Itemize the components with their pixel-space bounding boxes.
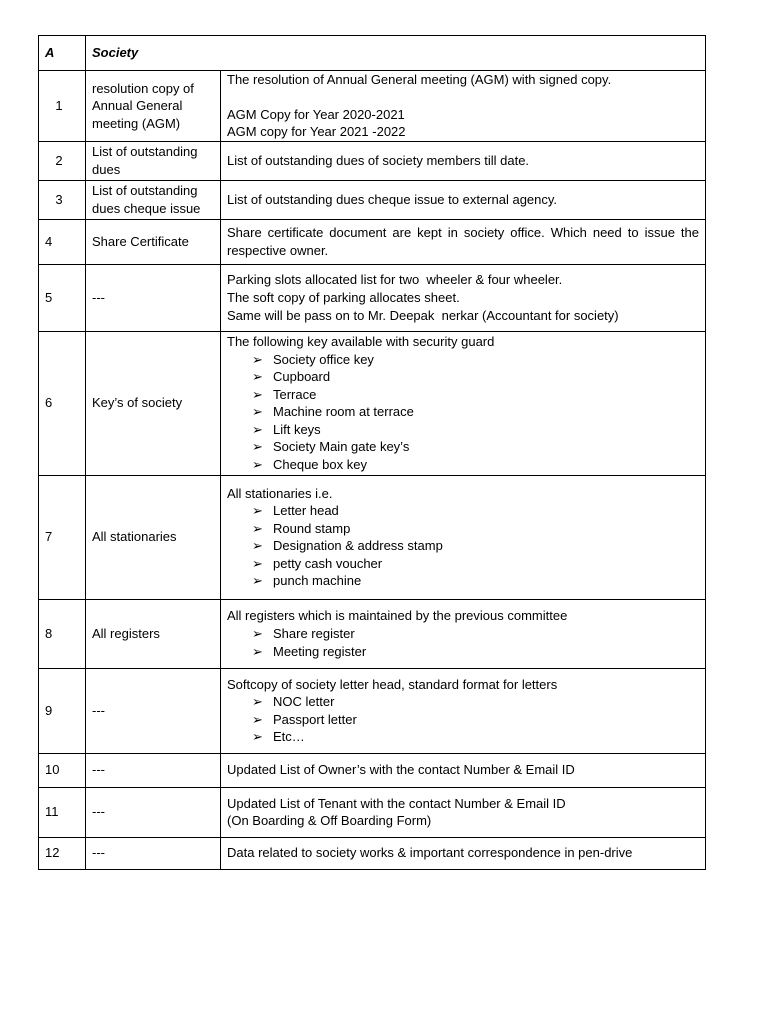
row-description: Share certificate document are kept in society office. Which need to issue the respective owner.	[221, 219, 706, 264]
list-item	[252, 520, 699, 538]
row-number: 1	[39, 71, 86, 142]
arrow-bullet-icon: ➢	[252, 573, 263, 589]
table-header-row	[39, 36, 706, 71]
table-row	[39, 264, 706, 331]
description-line: Parking slots allocated list for two wheeler & four wheeler.	[227, 272, 563, 288]
arrow-bullet-icon: ➢	[252, 503, 263, 519]
list-item	[252, 403, 699, 421]
list-item	[252, 537, 699, 555]
row-number: 9	[39, 668, 86, 753]
list-item-text: Lift keys	[273, 421, 321, 437]
row-description: List of outstanding dues cheque issue to external agency.	[221, 180, 706, 219]
table-row	[39, 180, 706, 219]
table-row	[39, 837, 706, 869]
list-item-text: Passport letter	[273, 711, 357, 727]
arrow-bullet-icon: ➢	[252, 421, 263, 437]
arrow-bullet-icon: ➢	[252, 404, 263, 420]
description-intro: Softcopy of society letter head, standard format for letters	[227, 676, 558, 692]
description-line: AGM copy for Year 2021 -2022	[227, 124, 406, 140]
row-number: 10	[39, 753, 86, 787]
list-item-text: petty cash voucher	[273, 555, 383, 571]
description-line: The resolution of Annual General meeting (AGM) with signed copy.	[227, 72, 612, 87]
bullet-list	[227, 351, 699, 474]
table-row	[39, 331, 706, 475]
description-intro: All stationaries i.e.	[227, 485, 333, 501]
row-item: ---	[86, 753, 221, 787]
row-description	[221, 787, 706, 837]
row-description: List of outstanding dues of society members till date.	[221, 141, 706, 180]
row-item: List of outstanding dues cheque issue	[86, 180, 221, 219]
list-item-text: NOC letter	[273, 694, 335, 710]
description-line: AGM Copy for Year 2020-2021	[227, 106, 405, 122]
table-row	[39, 219, 706, 264]
row-number: 12	[39, 837, 86, 869]
row-number: 3	[39, 180, 86, 219]
list-item-text: Round stamp	[273, 520, 351, 536]
list-item	[252, 351, 699, 369]
description-line: Updated List of Tenant with the contact Number & Email ID	[227, 795, 566, 811]
arrow-bullet-icon: ➢	[252, 625, 263, 641]
list-item-text: Machine room at terrace	[273, 404, 414, 420]
list-item-text: Letter head	[273, 503, 339, 519]
description-intro: The following key available with security guard	[227, 333, 495, 349]
list-item	[252, 625, 699, 643]
description-line: Same will be pass on to Mr. Deepak nerkar (Accountant for society)	[227, 307, 619, 323]
arrow-bullet-icon: ➢	[252, 711, 263, 727]
row-number: 7	[39, 475, 86, 599]
row-item: All registers	[86, 599, 221, 668]
row-item: List of outstanding dues	[86, 141, 221, 180]
row-description	[221, 599, 706, 668]
list-item	[252, 502, 699, 520]
arrow-bullet-icon: ➢	[252, 538, 263, 554]
list-item	[252, 711, 699, 729]
table-row	[39, 787, 706, 837]
row-item: Share Certificate	[86, 219, 221, 264]
row-description	[221, 475, 706, 599]
list-item-text: Cheque box key	[273, 457, 367, 473]
arrow-bullet-icon: ➢	[252, 386, 263, 402]
row-description	[221, 71, 706, 142]
row-item: All stationaries	[86, 475, 221, 599]
list-item	[252, 555, 699, 573]
list-item-text: punch machine	[273, 573, 362, 589]
table-row	[39, 475, 706, 599]
description-line: (On Boarding & Off Boarding Form)	[227, 813, 432, 829]
arrow-bullet-icon: ➢	[252, 729, 263, 745]
list-item	[252, 368, 699, 386]
row-description	[221, 264, 706, 331]
table-row	[39, 753, 706, 787]
list-item-text: Meeting register	[273, 643, 367, 659]
bullet-list	[227, 625, 699, 660]
arrow-bullet-icon: ➢	[252, 439, 263, 455]
row-description: Updated List of Owner’s with the contact Number & Email ID	[221, 753, 706, 787]
row-item: ---	[86, 787, 221, 837]
list-item-text: Designation & address stamp	[273, 538, 443, 554]
list-item	[252, 438, 699, 456]
row-number: 11	[39, 787, 86, 837]
bullet-list	[227, 693, 699, 746]
table-row	[39, 599, 706, 668]
arrow-bullet-icon: ➢	[252, 351, 263, 367]
arrow-bullet-icon: ➢	[252, 694, 263, 710]
row-number: 5	[39, 264, 86, 331]
bullet-list	[227, 502, 699, 590]
arrow-bullet-icon: ➢	[252, 520, 263, 536]
list-item-text: Cupboard	[273, 369, 331, 385]
list-item	[252, 643, 699, 661]
row-item: resolution copy of Annual General meeting (AGM)	[86, 71, 221, 142]
row-item: Key’s of society	[86, 331, 221, 475]
description-line: The soft copy of parking allocates sheet.	[227, 289, 460, 305]
arrow-bullet-icon: ➢	[252, 369, 263, 385]
list-item	[252, 572, 699, 590]
row-item: ---	[86, 837, 221, 869]
row-number: 4	[39, 219, 86, 264]
row-description	[221, 668, 706, 753]
list-item	[252, 421, 699, 439]
row-number: 8	[39, 599, 86, 668]
row-description	[221, 331, 706, 475]
list-item	[252, 728, 699, 746]
list-item-text: Share register	[273, 625, 355, 641]
arrow-bullet-icon: ➢	[252, 555, 263, 571]
table-row	[39, 668, 706, 753]
row-description: Data related to society works & important correspondence in pen-drive	[221, 837, 706, 869]
list-item	[252, 386, 699, 404]
list-item	[252, 693, 699, 711]
row-item: ---	[86, 264, 221, 331]
description-intro: All registers which is maintained by the previous committee	[227, 608, 568, 624]
arrow-bullet-icon: ➢	[252, 643, 263, 659]
table-row	[39, 141, 706, 180]
list-item-text: Society office key	[273, 351, 374, 367]
row-item: ---	[86, 668, 221, 753]
list-item-text: Etc…	[273, 729, 305, 745]
section-code: A	[39, 36, 86, 71]
list-item	[252, 456, 699, 474]
arrow-bullet-icon: ➢	[252, 457, 263, 473]
society-handover-table	[38, 35, 706, 870]
row-number: 2	[39, 141, 86, 180]
list-item-text: Terrace	[273, 386, 317, 402]
section-title: Society	[86, 36, 706, 71]
table-row	[39, 71, 706, 142]
list-item-text: Society Main gate key’s	[273, 439, 410, 455]
row-number: 6	[39, 331, 86, 475]
